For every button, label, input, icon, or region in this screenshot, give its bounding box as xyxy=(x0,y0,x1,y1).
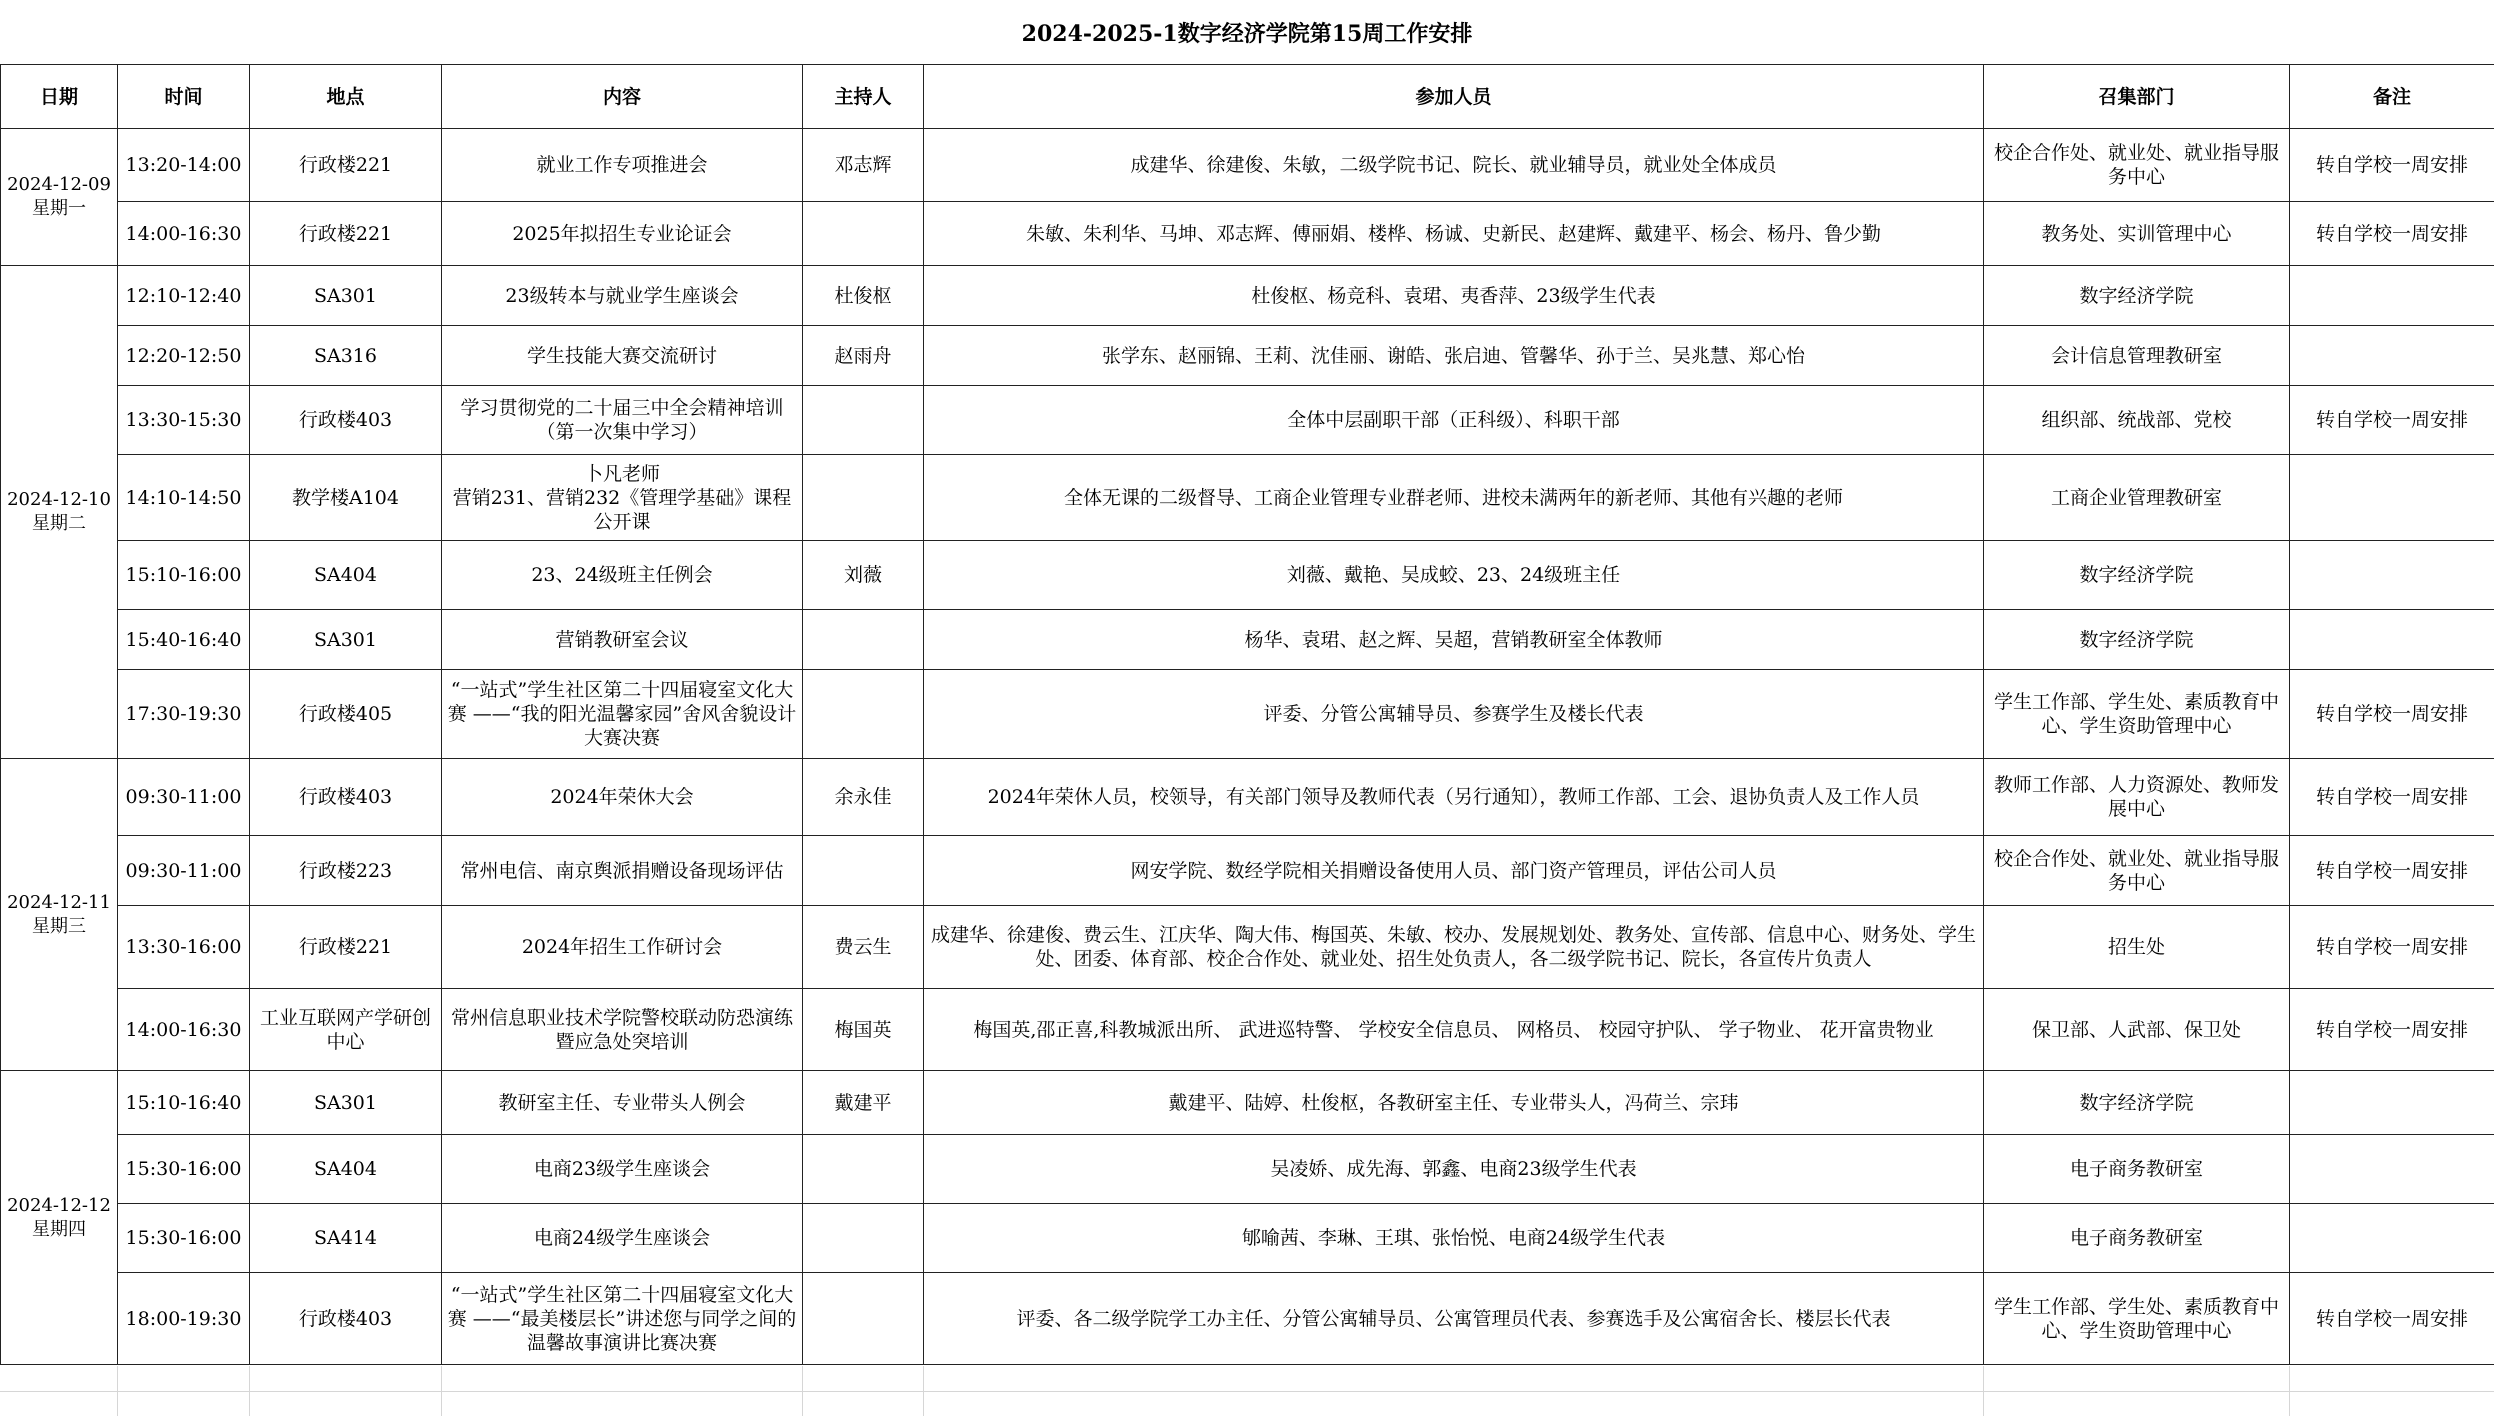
dept-cell: 教务处、实训管理中心 xyxy=(1984,202,2290,266)
date-value: 2024-12-09 xyxy=(7,174,111,195)
dept-cell: 数字经济学院 xyxy=(1984,266,2290,326)
place-cell: 行政楼405 xyxy=(250,670,442,759)
table-row xyxy=(1,989,2494,1071)
note-cell: 转自学校一周安排 xyxy=(2290,129,2494,202)
content-cell: 电商23级学生座谈会 xyxy=(442,1135,803,1204)
date-cell xyxy=(1,129,118,266)
host-cell xyxy=(803,836,924,906)
dept-cell: 学生工作部、学生处、素质教育中心、学生资助管理中心 xyxy=(1984,670,2290,759)
dept-cell: 数字经济学院 xyxy=(1984,1071,2290,1135)
note-cell xyxy=(2290,1204,2494,1273)
content-cell: 常州信息职业技术学院警校联动防恐演练暨应急处突培训 xyxy=(442,989,803,1071)
note-cell xyxy=(2290,266,2494,326)
header-row xyxy=(1,65,2494,129)
time-cell: 09:30-11:00 xyxy=(118,836,250,906)
table-row xyxy=(1,326,2494,386)
content-cell: 23、24级班主任例会 xyxy=(442,541,803,610)
time-cell: 15:30-16:00 xyxy=(118,1204,250,1273)
header-time: 时间 xyxy=(118,65,250,129)
content-cell: “一站式”学生社区第二十四届寝室文化大赛 ——“最美楼层长”讲述您与同学之间的温馨故事演讲比赛决赛 xyxy=(442,1273,803,1365)
header-place: 地点 xyxy=(250,65,442,129)
time-cell: 09:30-11:00 xyxy=(118,759,250,836)
date-cell xyxy=(1,266,118,759)
empty-grid-area xyxy=(0,1366,2494,1416)
time-cell: 14:00-16:30 xyxy=(118,202,250,266)
content-cell xyxy=(442,455,803,541)
host-cell xyxy=(803,1273,924,1365)
content-cell: 常州电信、南京舆派捐赠设备现场评估 xyxy=(442,836,803,906)
time-cell: 15:10-16:00 xyxy=(118,541,250,610)
weekday-value: 星期三 xyxy=(32,915,86,937)
table-row xyxy=(1,1135,2494,1204)
note-cell xyxy=(2290,541,2494,610)
host-cell: 费云生 xyxy=(803,906,924,989)
dept-cell: 会计信息管理教研室 xyxy=(1984,326,2290,386)
place-cell: SA301 xyxy=(250,1071,442,1135)
host-cell: 杜俊枢 xyxy=(803,266,924,326)
dept-cell: 招生处 xyxy=(1984,906,2290,989)
note-cell xyxy=(2290,1071,2494,1135)
header-host: 主持人 xyxy=(803,65,924,129)
attendees-cell: 郇喻茜、李琳、王琪、张怡悦、电商24级学生代表 xyxy=(924,1204,1984,1273)
content-cell: 营销教研室会议 xyxy=(442,610,803,670)
weekday-value: 星期四 xyxy=(32,1218,86,1240)
time-cell: 13:30-16:00 xyxy=(118,906,250,989)
attendees-cell: 网安学院、数经学院相关捐赠设备使用人员、部门资产管理员，评估公司人员 xyxy=(924,836,1984,906)
content-cell: 学习贯彻党的二十届三中全会精神培训（第一次集中学习） xyxy=(442,386,803,455)
content-cell: 23级转本与就业学生座谈会 xyxy=(442,266,803,326)
place-cell: SA301 xyxy=(250,266,442,326)
attendees-cell: 评委、分管公寓辅导员、参赛学生及楼长代表 xyxy=(924,670,1984,759)
time-cell: 12:10-12:40 xyxy=(118,266,250,326)
sheet-title: 2024-2025-1数字经济学院第15周工作安排 xyxy=(1021,20,1473,47)
note-cell: 转自学校一周安排 xyxy=(2290,670,2494,759)
content-cell: 2024年招生工作研讨会 xyxy=(442,906,803,989)
place-cell: 行政楼403 xyxy=(250,386,442,455)
attendees-cell: 梅国英,邵正喜,科教城派出所、 武进巡特警、 学校安全信息员、 网格员、 校园守护队、 学子物业、 花开富贵物业 xyxy=(924,989,1984,1071)
place-cell: 行政楼221 xyxy=(250,906,442,989)
content-cell: 教研室主任、专业带头人例会 xyxy=(442,1071,803,1135)
place-cell: 行政楼221 xyxy=(250,129,442,202)
host-cell: 邓志辉 xyxy=(803,129,924,202)
time-cell: 13:20-14:00 xyxy=(118,129,250,202)
dept-cell: 数字经济学院 xyxy=(1984,610,2290,670)
table-row xyxy=(1,759,2494,836)
place-cell: 行政楼223 xyxy=(250,836,442,906)
date-value: 2024-12-11 xyxy=(7,891,111,913)
time-cell: 17:30-19:30 xyxy=(118,670,250,759)
attendees-cell: 成建华、徐建俊、朱敏，二级学院书记、院长、就业辅导员，就业处全体成员 xyxy=(924,129,1984,202)
host-cell xyxy=(803,202,924,266)
note-cell: 转自学校一周安排 xyxy=(2290,906,2494,989)
weekday-value: 星期一 xyxy=(32,198,86,219)
content-cell: 电商24级学生座谈会 xyxy=(442,1204,803,1273)
host-cell xyxy=(803,670,924,759)
attendees-cell: 戴建平、陆婷、杜俊枢，各教研室主任、专业带头人，冯荷兰、宗玮 xyxy=(924,1071,1984,1135)
host-cell xyxy=(803,455,924,541)
note-cell xyxy=(2290,455,2494,541)
attendees-cell: 张学东、赵丽锦、王莉、沈佳丽、谢皓、张启迪、管馨华、孙于兰、吴兆慧、郑心怡 xyxy=(924,326,1984,386)
table-row xyxy=(1,541,2494,610)
table-row xyxy=(1,202,2494,266)
content-cell: “一站式”学生社区第二十四届寝室文化大赛 ——“我的阳光温馨家园”舍风舍貌设计大赛决赛 xyxy=(442,670,803,759)
attendees-cell: 全体中层副职干部（正科级）、科职干部 xyxy=(924,386,1984,455)
place-cell: 教学楼A104 xyxy=(250,455,442,541)
dept-cell: 教师工作部、人力资源处、教师发展中心 xyxy=(1984,759,2290,836)
content-cell: 学生技能大赛交流研讨 xyxy=(442,326,803,386)
host-cell: 刘薇 xyxy=(803,541,924,610)
weekday-value: 星期二 xyxy=(32,513,86,534)
dept-cell: 校企合作处、就业处、就业指导服务中心 xyxy=(1984,836,2290,906)
host-cell xyxy=(803,386,924,455)
note-cell: 转自学校一周安排 xyxy=(2290,386,2494,455)
header-dept: 召集部门 xyxy=(1984,65,2290,129)
table-row xyxy=(1,1204,2494,1273)
dept-cell: 工商企业管理教研室 xyxy=(1984,455,2290,541)
table-row xyxy=(1,906,2494,989)
header-content: 内容 xyxy=(442,65,803,129)
dept-cell: 校企合作处、就业处、就业指导服务中心 xyxy=(1984,129,2290,202)
attendees-cell: 2024年荣休人员，校领导，有关部门领导及教师代表（另行通知），教师工作部、工会、退协负责人及工作人员 xyxy=(924,759,1984,836)
attendees-cell: 杨华、袁珺、赵之辉、吴超，营销教研室全体教师 xyxy=(924,610,1984,670)
host-cell xyxy=(803,1204,924,1273)
time-cell: 15:10-16:40 xyxy=(118,1071,250,1135)
table-row xyxy=(1,455,2494,541)
note-cell xyxy=(2290,610,2494,670)
note-cell: 转自学校一周安排 xyxy=(2290,202,2494,266)
time-cell: 14:10-14:50 xyxy=(118,455,250,541)
schedule-table xyxy=(0,64,2494,1365)
date-value: 2024-12-12 xyxy=(7,1194,111,1216)
attendees-cell: 杜俊枢、杨竞科、袁珺、夷香萍、23级学生代表 xyxy=(924,266,1984,326)
place-cell: SA404 xyxy=(250,541,442,610)
date-value: 2024-12-10 xyxy=(7,489,111,510)
content-cell: 2025年拟招生专业论证会 xyxy=(442,202,803,266)
content-cell: 就业工作专项推进会 xyxy=(442,129,803,202)
table-row xyxy=(1,610,2494,670)
place-cell: SA301 xyxy=(250,610,442,670)
dept-cell: 组织部、统战部、党校 xyxy=(1984,386,2290,455)
date-cell xyxy=(1,759,118,1071)
host-cell: 余永佳 xyxy=(803,759,924,836)
dept-cell: 数字经济学院 xyxy=(1984,541,2290,610)
place-cell: 行政楼403 xyxy=(250,1273,442,1365)
host-cell xyxy=(803,610,924,670)
place-cell: SA316 xyxy=(250,326,442,386)
time-cell: 12:20-12:50 xyxy=(118,326,250,386)
time-cell: 15:40-16:40 xyxy=(118,610,250,670)
table-row xyxy=(1,1071,2494,1135)
header-date: 日期 xyxy=(1,65,118,129)
table-row xyxy=(1,836,2494,906)
table-row xyxy=(1,129,2494,202)
header-attendees: 参加人员 xyxy=(924,65,1984,129)
time-cell: 18:00-19:30 xyxy=(118,1273,250,1365)
time-cell: 13:30-15:30 xyxy=(118,386,250,455)
place-cell: 行政楼403 xyxy=(250,759,442,836)
host-cell xyxy=(803,1135,924,1204)
host-cell: 赵雨舟 xyxy=(803,326,924,386)
note-cell: 转自学校一周安排 xyxy=(2290,989,2494,1071)
attendees-cell: 吴凌娇、成先海、郭鑫、电商23级学生代表 xyxy=(924,1135,1984,1204)
note-cell xyxy=(2290,326,2494,386)
attendees-cell: 评委、各二级学院学工办主任、分管公寓辅导员、公寓管理员代表、参赛选手及公寓宿舍长、楼层长代表 xyxy=(924,1273,1984,1365)
note-cell: 转自学校一周安排 xyxy=(2290,1273,2494,1365)
dept-cell: 学生工作部、学生处、素质教育中心、学生资助管理中心 xyxy=(1984,1273,2290,1365)
attendees-cell: 朱敏、朱利华、马坤、邓志辉、傅丽娟、楼桦、杨诚、史新民、赵建辉、戴建平、杨会、杨丹、鲁少勤 xyxy=(924,202,1984,266)
host-cell: 梅国英 xyxy=(803,989,924,1071)
table-row xyxy=(1,266,2494,326)
dept-cell: 保卫部、人武部、保卫处 xyxy=(1984,989,2290,1071)
content-cell: 2024年荣休大会 xyxy=(442,759,803,836)
table-row xyxy=(1,386,2494,455)
table-row xyxy=(1,1273,2494,1365)
time-cell: 14:00-16:30 xyxy=(118,989,250,1071)
header-note: 备注 xyxy=(2290,65,2494,129)
note-cell: 转自学校一周安排 xyxy=(2290,836,2494,906)
dept-cell: 电子商务教研室 xyxy=(1984,1204,2290,1273)
host-cell: 戴建平 xyxy=(803,1071,924,1135)
attendees-cell: 刘薇、戴艳、吴成蛟、23、24级班主任 xyxy=(924,541,1984,610)
date-cell xyxy=(1,1071,118,1365)
time-cell: 15:30-16:00 xyxy=(118,1135,250,1204)
note-cell: 转自学校一周安排 xyxy=(2290,759,2494,836)
attendees-cell: 全体无课的二级督导、工商企业管理专业群老师、进校未满两年的新老师、其他有兴趣的老师 xyxy=(924,455,1984,541)
place-cell: SA414 xyxy=(250,1204,442,1273)
table-row xyxy=(1,670,2494,759)
note-cell xyxy=(2290,1135,2494,1204)
place-cell: 行政楼221 xyxy=(250,202,442,266)
attendees-cell: 成建华、徐建俊、费云生、江庆华、陶大伟、梅国英、朱敏、校办、发展规划处、教务处、宣传部、信息中心、财务处、学生处、团委、体育部、校企合作处、就业处、招生处负责人，各二级学院书记、院长，各宣传片负责人 xyxy=(924,906,1984,989)
content-text: 卜凡老师 营销231、营销232《管理学基础》课程公开课 xyxy=(452,462,792,533)
place-cell: SA404 xyxy=(250,1135,442,1204)
dept-cell: 电子商务教研室 xyxy=(1984,1135,2290,1204)
place-cell: 工业互联网产学研创中心 xyxy=(250,989,442,1071)
